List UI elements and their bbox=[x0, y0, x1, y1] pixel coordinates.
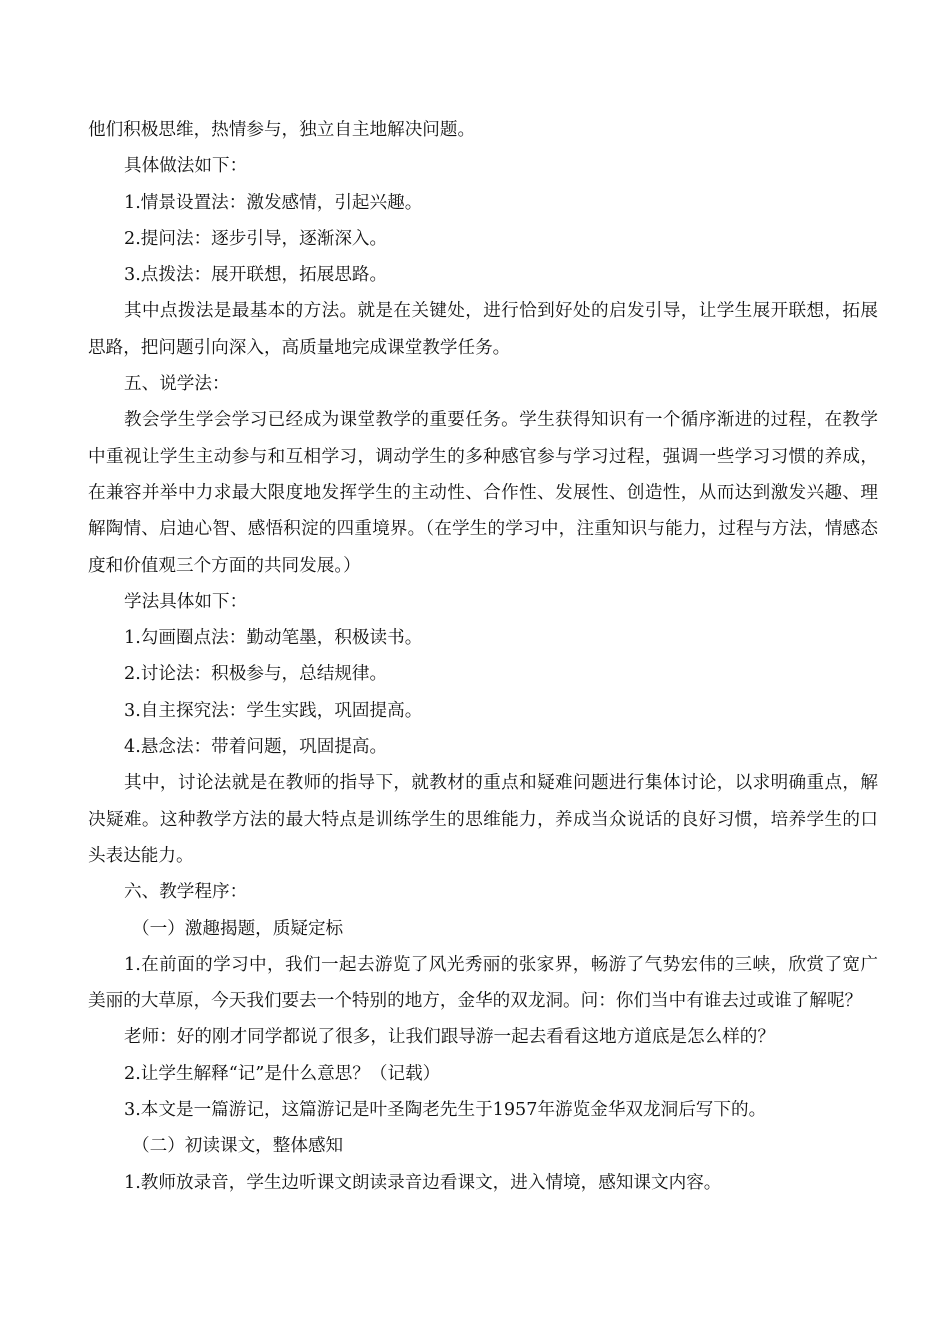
paragraph-learning-methods: 教会学生学会学习已经成为课堂教学的重要任务。学生获得知识有一个循序渐进的过程，在教学中重视让学生主动参与和互相学习，调动学生的多种感官参与学习过程，强调一些学习习惯的养成，在兼容并举中力求最大限度地发挥学生的主动性、合作性、发展性、创造性，从而达到激发兴趣、理解陶情、启迪心智、感悟积淀的四重境界。（在学生的学习中，注重知识与能力，过程与方法，情感态度和价值观三个方面的共同发展。） bbox=[88, 410, 878, 576]
section-heading-teaching-procedure: 六、教学程序： bbox=[124, 882, 248, 903]
list-item-method-2: 2.提问法：逐步引导，逐渐深入。 bbox=[124, 228, 388, 249]
paragraph-learning-intro: 学法具体如下： bbox=[124, 591, 248, 612]
paragraph-procedure-1: 1.在前面的学习中，我们一起去游览了风光秀丽的张家界，畅游了气势宏伟的三峡，欣赏了宽广美丽的大草原，今天我们要去一个特别的地方，金华的双龙洞。问：你们当中有谁去过或谁了解呢？ bbox=[88, 954, 878, 1012]
list-item-learning-3: 3.自主探究法：学生实践，巩固提高。 bbox=[124, 700, 423, 721]
section-heading-learning-methods: 五、说学法： bbox=[124, 374, 230, 395]
subsection-heading-1: （一）激趣揭题，质疑定标 bbox=[132, 918, 344, 939]
paragraph-continuation: 他们积极思维，热情参与，独立自主地解决问题。 bbox=[88, 120, 476, 140]
subsection-heading-2: （二）初读课文，整体感知 bbox=[132, 1136, 344, 1157]
paragraph-method-detail: 其中点拨法是最基本的方法。就是在关键处，进行恰到好处的启发引导，让学生展开联想，拓展思路，把问题引向深入，高质量地完成课堂教学任务。 bbox=[88, 301, 878, 358]
paragraph-method-intro: 具体做法如下： bbox=[124, 156, 248, 177]
list-item-learning-4: 4.悬念法：带着问题，巩固提高。 bbox=[124, 737, 388, 758]
list-item-learning-2: 2.讨论法：积极参与，总结规律。 bbox=[124, 664, 388, 685]
list-item-method-1: 1.情景设置法：激发感情，引起兴趣。 bbox=[124, 192, 423, 213]
paragraph-teacher-line: 老师：好的刚才同学都说了很多，让我们跟导游一起去看看这地方道底是怎么样的？ bbox=[124, 1027, 775, 1048]
list-item-learning-1: 1.勾画圈点法：勤动笔墨，积极读书。 bbox=[124, 628, 423, 649]
list-item-method-3: 3.点拨法：展开联想，拓展思路。 bbox=[124, 265, 388, 286]
paragraph-procedure-4: 1.教师放录音，学生边听课文朗读录音边看课文，进入情境，感知课文内容。 bbox=[124, 1172, 722, 1193]
paragraph-procedure-3: 3.本文是一篇游记，这篇游记是叶圣陶老先生于1957年游览金华双龙洞后写下的。 bbox=[124, 1100, 767, 1121]
document-body bbox=[88, 112, 878, 1201]
paragraph-procedure-2: 2.让学生解释“记”是什么意思？（记载） bbox=[124, 1063, 441, 1084]
paragraph-discussion-detail: 其中，讨论法就是在教师的指导下，就教材的重点和疑难问题进行集体讨论，以求明确重点，解决疑难。这种教学方法的最大特点是训练学生的思维能力，养成当众说话的良好习惯，培养学生的口头表达能力。 bbox=[88, 773, 878, 866]
